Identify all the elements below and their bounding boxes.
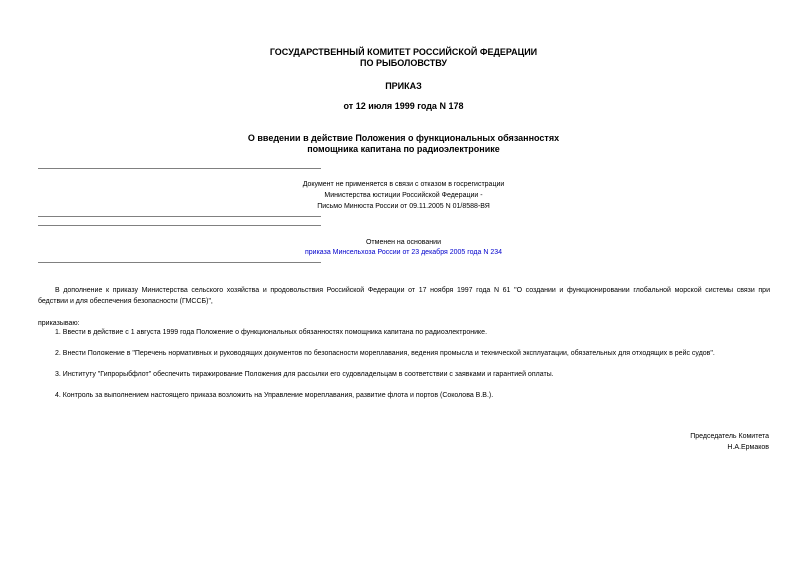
intro-paragraph-line1: В дополнение к приказу Министерства сельского хозяйства и продовольствия Российской Федерации от 17 ноября 1997 года N 61 "О создании и функционировании глобальной морской системы связи при [55,287,770,294]
cancel-order-link[interactable]: приказа Минсельхоза России от 23 декабря 2005 года N 234 [305,249,502,256]
org-name-line2: ПО РЫБОЛОВСТВУ [359,58,448,68]
notice-line3: Письмо Минюста России от 09.11.2005 N 01/8588-ВЯ [317,203,490,210]
doc-date-number: от 12 июля 1999 года N 178 [343,101,464,111]
doc-title-line1: О введении в действие Положения о функциональных обязанностях [247,133,560,143]
order-item-4: 4. Контроль за выполнением настоящего приказа возложить на Управление мореплавания, развитие флота и портов (Соколова В.В.). [55,392,494,399]
divider [38,262,321,263]
order-item-2: 2. Внести Положение в "Перечень нормативных и руководящих документов по безопасности мореплавания, ведения промысла и технической эксплуатации, обязательных для отходящих в рейс судов". [55,350,715,357]
notice-line2: Министерства юстиции Российской Федерации - [324,192,483,199]
order-item-1: 1. Ввести в действие с 1 августа 1999 года Положение о функциональных обязанностях помощника капитана по радиоэлектронике. [55,329,488,336]
doc-title-line2: помощника капитана по радиоэлектронике [307,144,500,154]
notice-line1: Документ не применяется в связи с отказом в госрегистрации [302,181,505,188]
signatory-name: Н.А.Ермаков [727,444,769,451]
divider [38,216,321,217]
cancel-note: Отменен на основании [365,239,441,246]
doc-type: ПРИКАЗ [385,81,422,91]
order-word: приказываю: [38,320,80,327]
divider [38,168,321,169]
order-item-3: 3. Институту "Гипрорыбфлот" обеспечить тиражирование Положения для рассылки его судовладельцам в соответствии с заявками и гарантией оплаты. [55,371,554,378]
intro-paragraph-line2: бедствии и для обеспечения безопасности (ГМССБ)", [38,298,213,305]
divider [38,225,321,226]
org-name-line1: ГОСУДАРСТВЕННЫЙ КОМИТЕТ РОССИЙСКОЙ ФЕДЕРАЦИИ [269,47,538,57]
signatory-position: Председатель Комитета [690,433,769,440]
